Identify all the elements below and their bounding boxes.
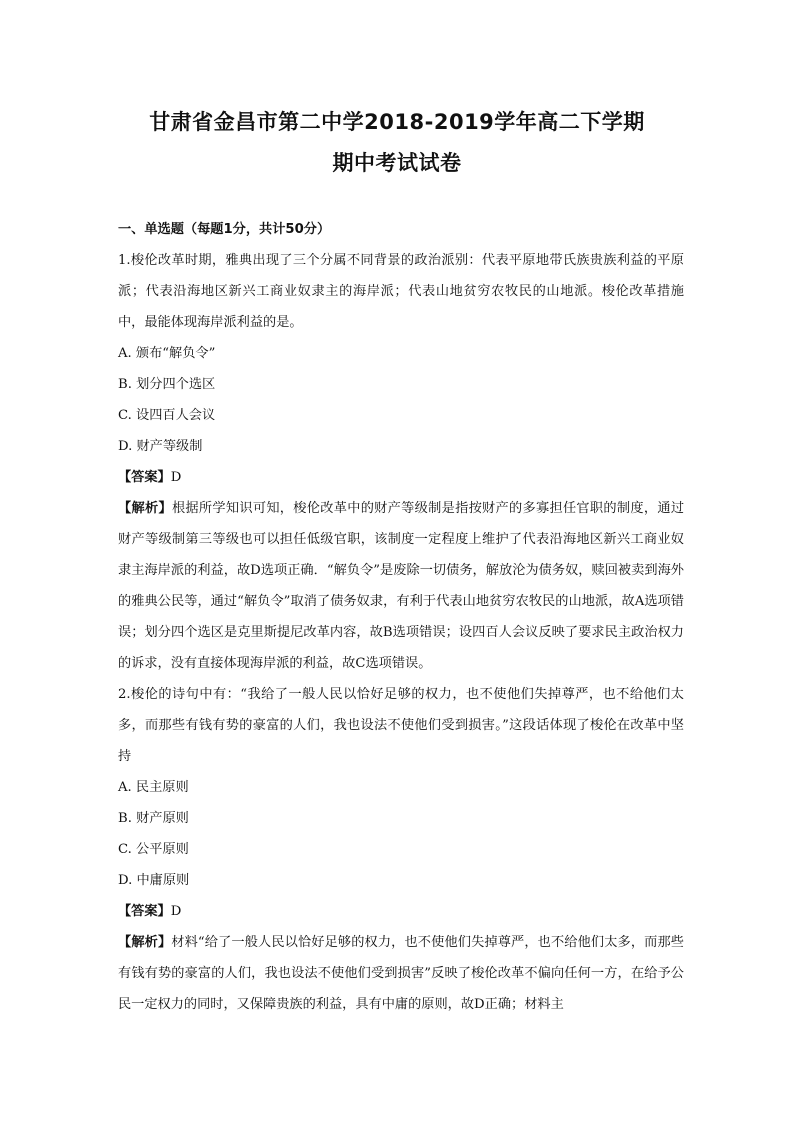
question-1-option-b: B. 划分四个选区 (118, 377, 216, 392)
question-1-stem: 1.梭伦改革时期，雅典出现了三个分属不同背景的政治派别：代表平原地带氏族贵族利益的平原派；代表沿海地区新兴工商业奴隶主的海岸派；代表山地贫穷农牧民的山地派。梭伦改革措施中，最能体现海岸派利益的是。 (118, 253, 684, 330)
question-1-answer (118, 462, 684, 493)
question-1-option-c: C. 设四百人会议 (118, 408, 216, 423)
analysis-label: 【解析】 (118, 501, 172, 516)
analysis-text: 根据所学知识可知，梭伦改革中的财产等级制是指按财产的多寡担任官职的制度，通过财产等级制第三等级也可以担任低级官职，该制度一定程度上维护了代表沿海地区新兴工商业奴隶主海岸派的利益，故D选项正确．“解负令”是废除一切债务，解放沦为债务奴，赎回被卖到海外的雅典公民等，通过“解负令”取消了债务奴隶，有利于代表山地贫穷农牧民的山地派，故A选项错误；划分四个选区是克里斯提尼改革内容，故B选项错误；设四百人会议反映了要求民主政治权力的诉求，没有直接体现海岸派的利益，故C选项错误。 (118, 501, 685, 671)
exam-title-line1: 甘肃省金昌市第二中学2018-2019学年高二下学期 (149, 110, 645, 134)
question-1-analysis (118, 493, 684, 679)
question-2-option-a: A. 民主原则 (118, 780, 189, 795)
question-2-option-c: C. 公平原则 (118, 842, 189, 857)
answer-value: D (170, 470, 182, 485)
section-heading: 一、单选题（每题1分，共计50分） (118, 222, 331, 237)
answer-value: D (170, 904, 182, 919)
analysis-text: 材料“给了一般人民以恰好足够的权力，也不使他们失掉尊严，也不给他们太多，而那些有钱有势的豪富的人们，我也设法不使他们受到损害”反映了梭伦改革不偏向任何一方，在给予公民一定权力的同时，又保障贵族的利益，具有中庸的原则，故D正确；材料主 (118, 935, 684, 1012)
question-2-stem: 2.梭伦的诗句中有：“我给了一般人民以恰好足够的权力，也不使他们失掉尊严，也不给他们太多，而那些有钱有势的豪富的人们，我也设法不使他们受到损害。”这段话体现了梭伦在改革中坚持 (118, 687, 684, 764)
question-1-option-d: D. 财产等级制 (118, 439, 203, 454)
question-2-answer (118, 896, 684, 927)
answer-label: 【答案】 (118, 470, 171, 485)
question-2-option-d: D. 中庸原则 (118, 873, 190, 888)
question-2-option-b: B. 财产原则 (118, 811, 189, 826)
question-2-analysis (118, 927, 684, 1020)
question-1-option-a: A. 颁布“解负令” (118, 346, 216, 361)
exam-content (118, 214, 684, 1020)
analysis-label: 【解析】 (118, 935, 172, 950)
answer-label: 【答案】 (118, 904, 171, 919)
exam-title-line2: 期中考试试卷 (332, 151, 462, 175)
